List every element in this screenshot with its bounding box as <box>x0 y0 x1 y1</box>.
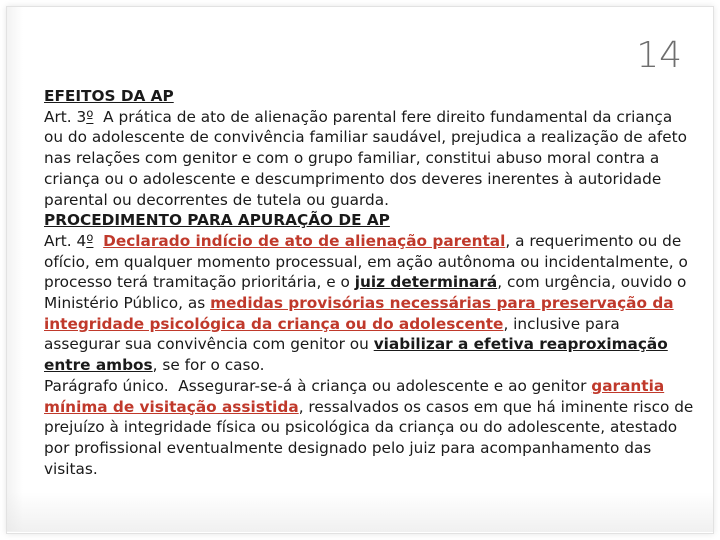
section-heading-procedimento: PROCEDIMENTO PARA APURAÇÃO DE AP <box>44 211 390 230</box>
highlight-reaproximacao: viabilizar a efetiva reaproximação entre ambos <box>44 335 668 375</box>
highlight-juiz-determinara: juiz determinará <box>354 273 498 292</box>
paragrafo-unico <box>44 376 694 480</box>
section-heading-efeitos: EFEITOS DA AP <box>44 87 174 105</box>
article-4 <box>44 231 694 376</box>
paragrafo-text-1: Parágrafo único. Assegurar-se-á à criança ou adolescente e ao genitor <box>44 376 592 395</box>
article-4-prefix: Art. 4 <box>44 231 87 250</box>
article-3-ordinal: º <box>86 107 94 126</box>
slide-number: 14 <box>636 35 682 76</box>
article-4-text-3: , inclusive para assegurar sua convivência com genitor ou <box>44 314 620 354</box>
article-4-ordinal: º <box>86 231 94 250</box>
highlight-medidas-provisorias: medidas provisórias necessárias para preservação da integridade psicológica da criança ou do adolescente <box>44 294 674 333</box>
highlight-declarado-indicio: Declarado indício de ato de alienação parental <box>103 231 506 250</box>
slide-body <box>44 86 694 479</box>
article-4-space <box>93 232 103 250</box>
paragrafo-text-2: , ressalvados os casos em que há iminente risco de prejuízo à integridade física ou psicológica da criança ou do adolescente, atestado por profissional eventualmente designado pelo juiz para acompanhamento das visitas. <box>44 397 694 478</box>
article-3-text: A prática de ato de alienação parental fere direito fundamental da criança ou do adolescente de convivência familiar saudável, prejudica a realização de afeto nas relações com genitor e com o grupo familiar, constitui abuso moral contra a criança ou o adolescente e descumprimento dos deveres inerentes à autoridade parental ou decorrentes de tutela ou guarda. <box>44 107 692 209</box>
highlight-garantia-visitacao: garantia mínima de visitação assistida <box>44 376 665 416</box>
left-shadow-decoration <box>7 7 23 531</box>
article-3-prefix: Art. 3 <box>44 107 87 126</box>
article-4-text-1: , a requerimento ou de ofício, em qualquer momento processual, em ação autônoma ou incidentalmente, o processo terá tramitação prioritária, e o <box>44 231 688 292</box>
article-4-text-2: , com urgência, ouvido o Ministério Público, as <box>44 273 687 313</box>
article-3 <box>44 107 694 211</box>
article-4-text-4: , se for o caso. <box>152 356 265 375</box>
bottom-shadow-decoration <box>7 492 713 532</box>
